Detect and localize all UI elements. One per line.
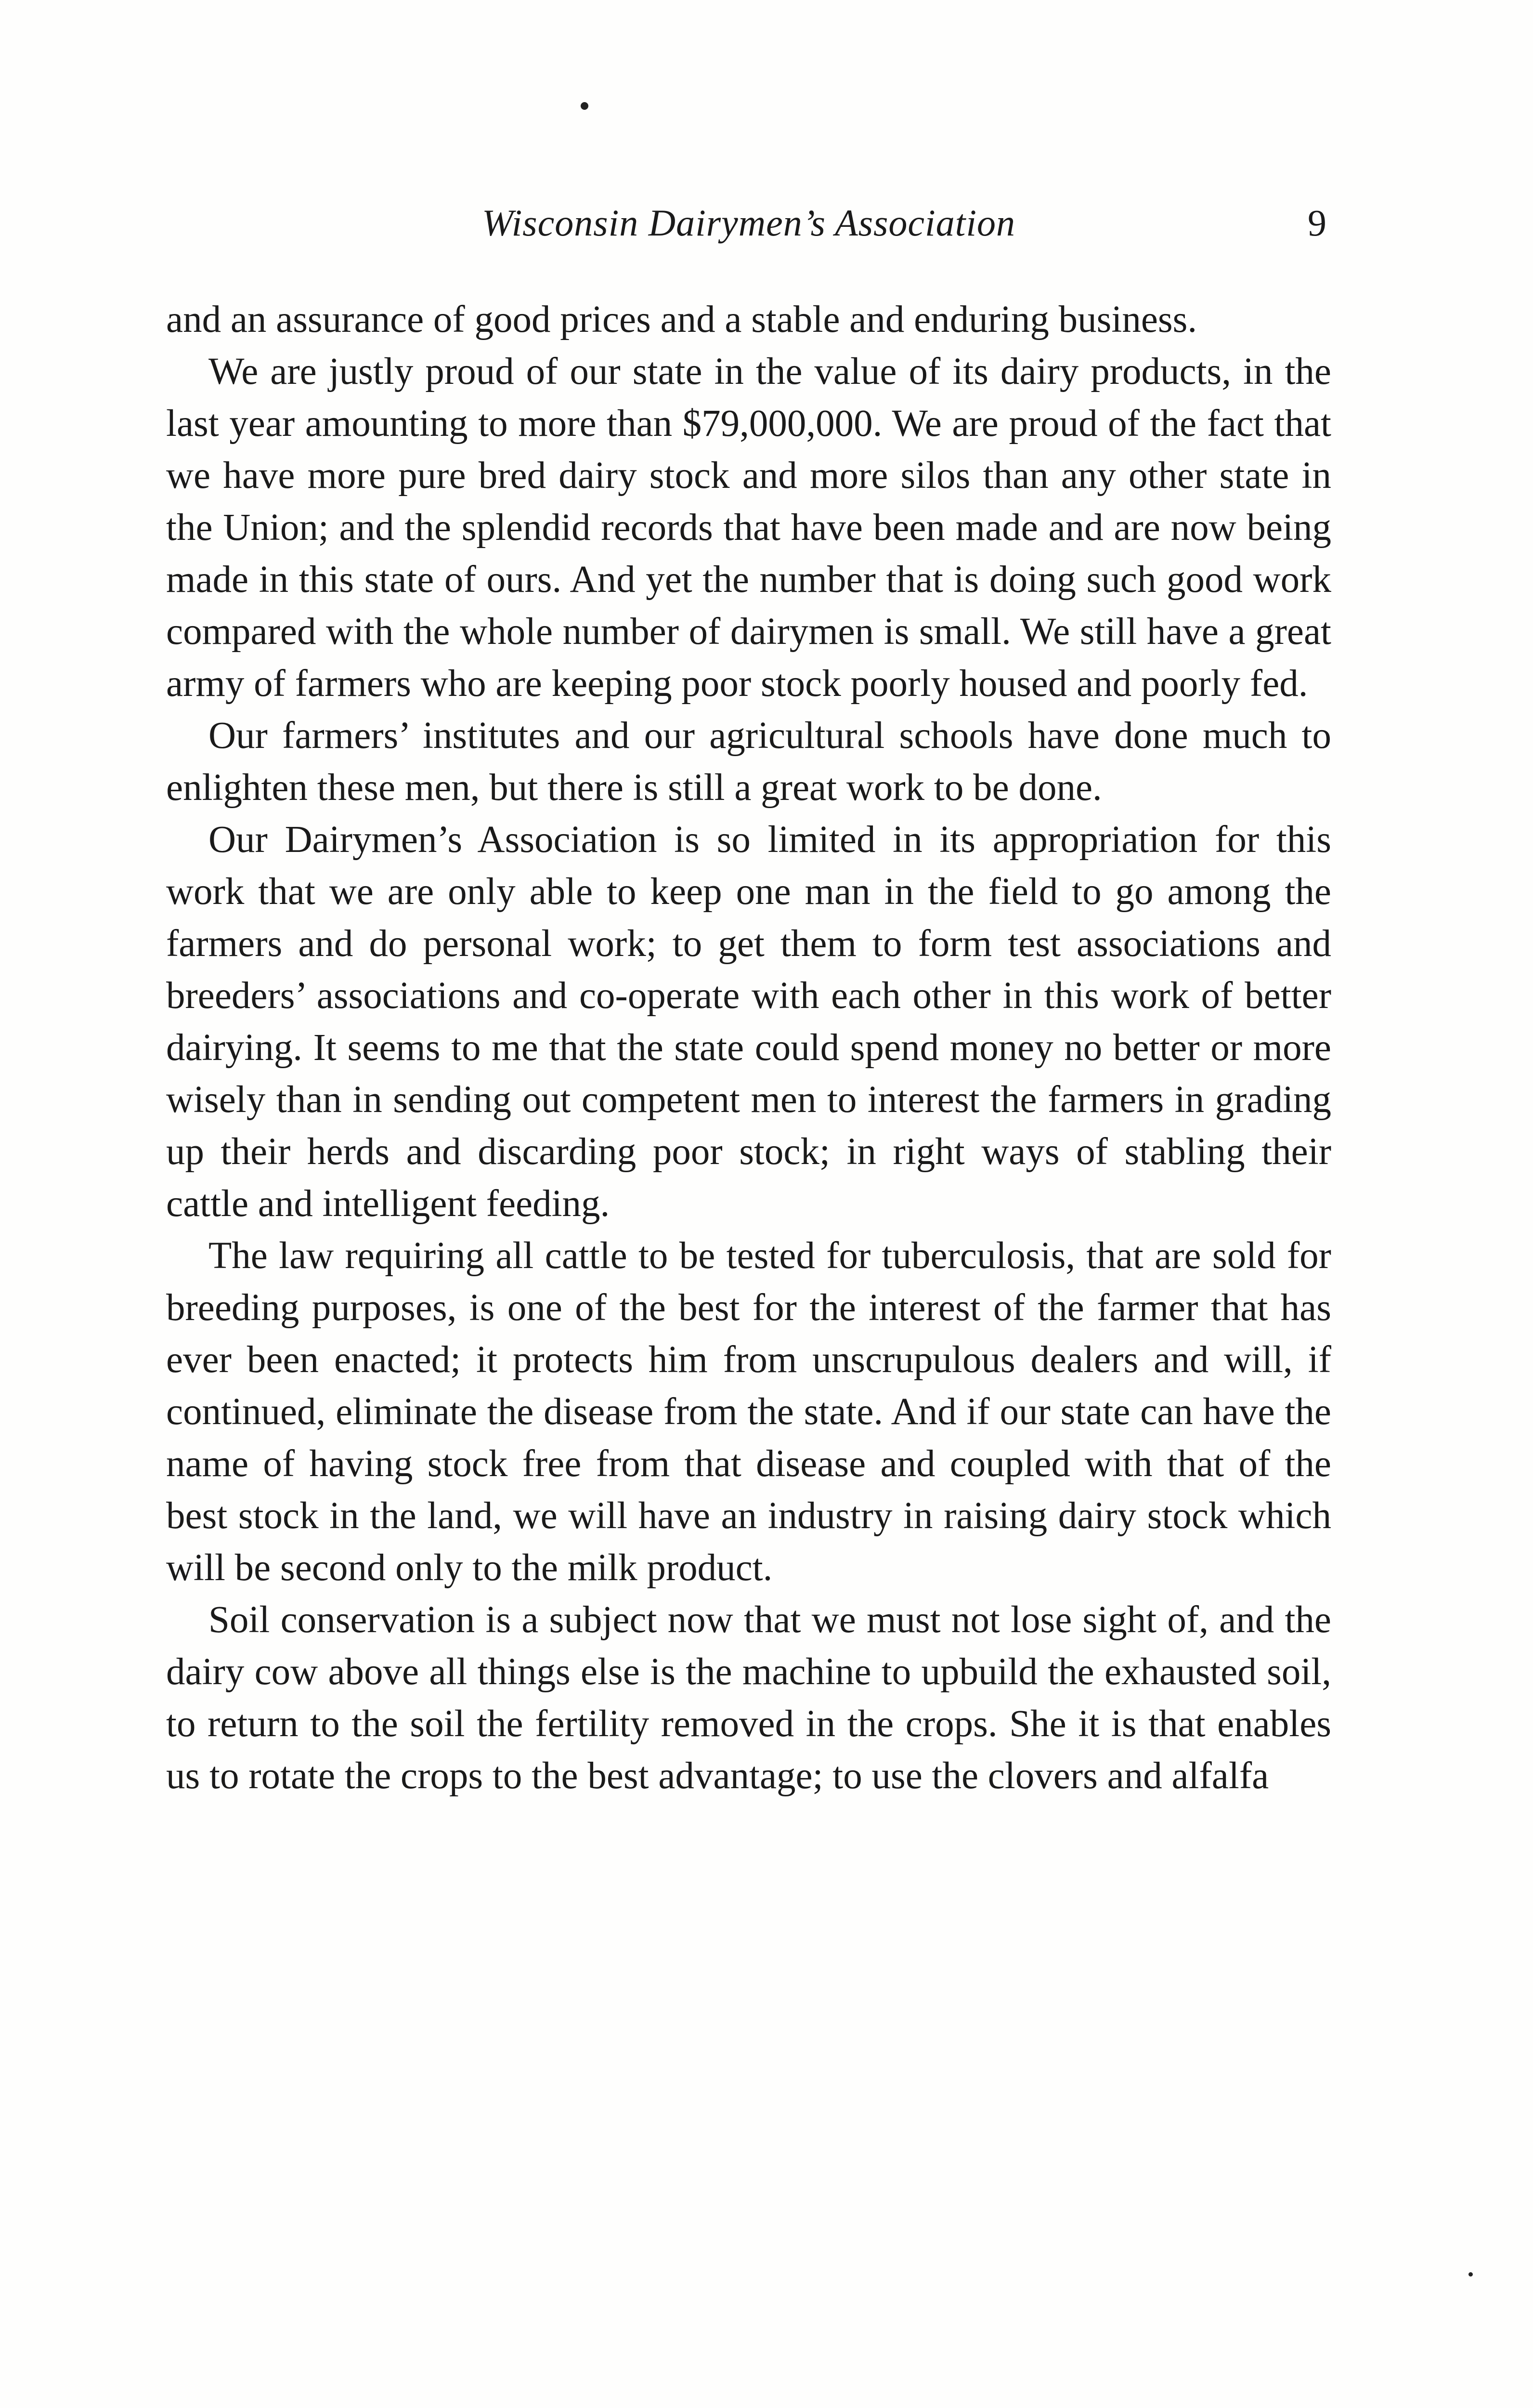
- page-number: 9: [1308, 202, 1326, 244]
- page-header: [166, 193, 1331, 260]
- ink-speck-right: [1468, 2272, 1473, 2277]
- body-text: [166, 294, 1331, 1802]
- paragraph-soil-conservation: Soil conservation is a subject now that we must not lose sight of, and the dairy cow above all things else is the machine to upbuild the exhausted soil, to return to the soil the fertility removed in the crops. She it is that enables us to rotate the crops to the best advantage; to use the clovers and alfalfa: [166, 1599, 1331, 1797]
- ink-speck-top: [581, 102, 588, 110]
- paragraph-association: Our Dairymen’s Association is so limited in its appropriation for this work that we are only able to keep one man in the field to go among the farmers and do personal work; to get them to form test associations and breeders’ associations and co-operate with each other in this work of better dairying. It seems to me that the state could spend money no better or more wisely than in sending out competent men to interest the farmers in grading up their herds and discarding poor stock; in right ways of stabling their cattle and intelligent feeding.: [166, 819, 1331, 1225]
- paragraph-continuation: and an assurance of good prices and a stable and enduring business.: [166, 299, 1197, 340]
- paragraph-tuberculosis-law: The law requiring all cattle to be tested for tuberculosis, that are sold for breeding purposes, is one of the best for the interest of the farmer that has ever been enacted; it protects him from unscrupulous dealers and will, if continued, eliminate the disease from the state. And if our state can have the name of having stock free from that disease and coupled with that of the best stock in the land, we will have an industry in raising dairy stock which will be second only to the milk product.: [166, 1235, 1331, 1589]
- running-title: Wisconsin Dairymen’s Association: [481, 202, 1016, 244]
- paragraph-dairy-products: We are justly proud of our state in the value of its dairy products, in the last year amounting to more than $79,000,000. We are proud of the fact that we have more pure bred dairy stock and more silos than any other state in the Union; and the splendid records that have been made and are now being made in this state of ours. And yet the number that is doing such good work compared with the whole number of dairymen is small. We still have a great army of farmers who are keeping poor stock poorly housed and poorly fed.: [166, 351, 1331, 705]
- paragraph-institutes: Our farmers’ institutes and our agricultural schools have done much to enlighten these men, but there is still a great work to be done.: [166, 715, 1331, 809]
